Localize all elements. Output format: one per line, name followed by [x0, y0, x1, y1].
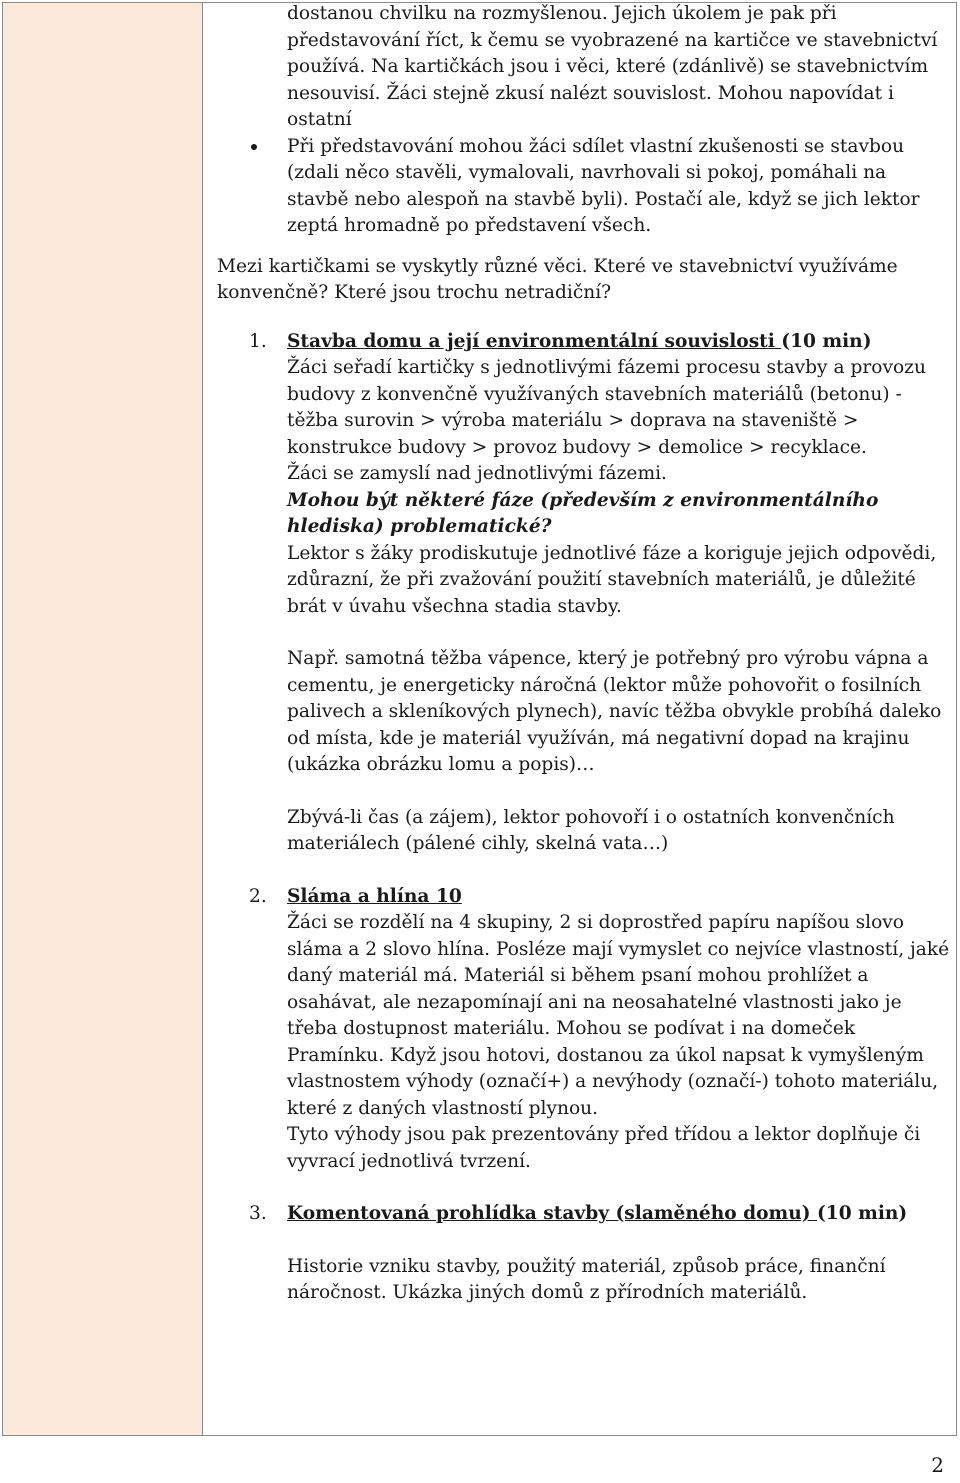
section-number: 1. — [249, 330, 267, 352]
document-content — [217, 0, 952, 1307]
section-number: 2. — [249, 885, 267, 907]
bullet-text: Při představování mohou žáci sdílet vlastní zkušenosti se stavbou (zdali něco stavěli, vymalovali, navrhovali si pokoj, pomáhali na stavbě nebo alespoň na stavbě byli). Postačí ale, když se jich lektor zeptá hromadně po představení všech. — [287, 135, 920, 236]
section-paragraph: Tyto výhody jsou pak prezentovány před třídou a lektor doplňuje či vyvrací jednotlivá tvrzení. — [287, 1124, 921, 1172]
section-2 — [217, 884, 952, 1176]
section-3 — [217, 1201, 952, 1307]
section-paragraph: Žáci se zamyslí nad jednotlivými fázemi. — [287, 463, 667, 484]
section-title: Komentovaná prohlídka stavby (slaměného domu) — [287, 1203, 817, 1224]
section-heading — [287, 884, 952, 911]
section-duration: (10 min) — [817, 1203, 908, 1224]
section-heading — [287, 329, 952, 356]
bullet-item — [217, 134, 952, 240]
section-paragraph: Žáci se rozdělí na 4 skupiny, 2 si doprostřed papíru napíšou slovo sláma a 2 slovo hlína. Posléze mají vymyslet co nejvíce vlastností, jaké daný materiál má. Materiál si během psaní mohou prohlížet a osahávat, ale nezapomínají ani na neosahatelné vlastnosti jako je třeba dostupnost materiálu. Mohou se podívat i na domeček Pramínku. Když jsou hotovi, dostanou za úkol napsat k vymyšleným vlastnostem výhody (označí+) a nevýhody (označí-) tohoto materiálu, které z daných vlastností plynou. — [287, 912, 950, 1119]
section-title: Stavba domu a její environmentální souvislosti — [287, 330, 782, 352]
bullet-icon — [251, 144, 257, 150]
section-number: 3. — [249, 1203, 267, 1224]
section-paragraph: Např. samotná těžba vápence, který je potřebný pro výrobu vápna a cementu, je energeticky náročná (lektor může pohovořit o fosilních palivech a skleníkových plynech), navíc těžba obvykle probíhá daleko od místa, kde je materiál využíván, má negativní dopad na krajinu (ukázka obrázku lomu a popis)… — [287, 648, 942, 775]
section-title: Sláma a hlína 10 — [287, 885, 462, 907]
intro-paragraph: dostanou chvilku na rozmyšlenou. Jejich úkolem je pak při představování říct, k čemu se vyobrazené na kartičce ve stavebnictví používá. Na kartičkách jsou i věci, které (zdánlivě) se stavebnictvím nesouvisí. Žáci stejně zkusí nalézt souvislost. Mohou napovídat i ostatní — [287, 3, 938, 130]
page-number: 2 — [931, 1453, 944, 1477]
section-paragraph: Zbývá-li čas (a zájem), lektor pohovoří i o ostatních konvenčních materiálech (pálené cihly, skelná vata…) — [287, 806, 895, 854]
section-paragraph: Historie vzniku stavby, použitý materiál, způsob práce, finanční náročnost. Ukázka jiných domů z přírodních materiálů. — [287, 1255, 886, 1303]
section-duration: (10 min) — [781, 330, 872, 352]
section-paragraph: Žáci seřadí kartičky s jednotlivými fázemi procesu stavby a provozu budovy z konvenčně využívaných stavebních materiálů (betonu) - těžba surovin > výroba materiálu > doprava na staveniště > konstrukce budovy > provoz budovy > demolice > recyklace. — [287, 357, 926, 458]
section-question: Mohou být některé fáze (především z environmentálního hlediska) problematické? — [287, 489, 879, 537]
left-column-cell — [3, 3, 203, 1435]
section-1 — [217, 329, 952, 858]
summary-paragraph: Mezi kartičkami se vyskytly různé věci. Které ve stavebnictví využíváme konvenčně? Které jsou trochu netradiční? — [217, 255, 898, 303]
section-paragraph: Lektor s žáky prodiskutuje jednotlivé fáze a koriguje jejich odpovědi, zdůrazní, že při zvažování použití stavebních materiálů, je důležité brát v úvahu všechna stadia stavby. — [287, 542, 937, 617]
section-heading — [287, 1201, 952, 1228]
